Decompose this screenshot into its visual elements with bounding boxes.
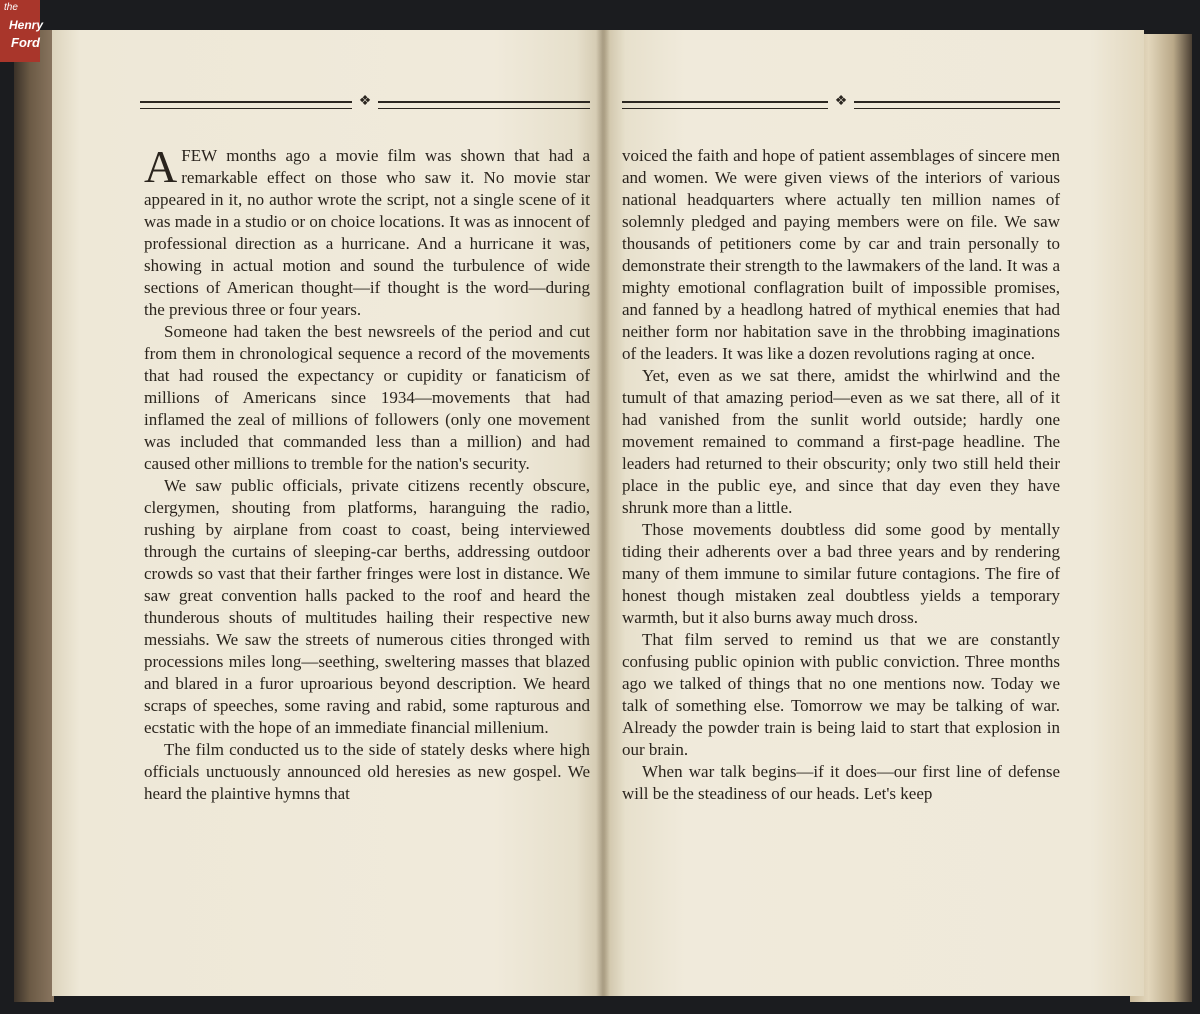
paragraph: Yet, even as we sat there, amidst the whirlwind and the tumult of that amazing period—even as we sat there, all of it had vanished from the sunlit world outside; hardly one movement remained to command a first-page headline. The leaders had returned to their obscurity; only two still held their place in the public eye, and since that day even they have shrunk more than a little. <box>622 366 1060 517</box>
ornament-rule-left <box>622 101 828 109</box>
opening-small-caps: FEW <box>181 146 218 165</box>
paragraph: Someone had taken the best newsreels of the period and cut from them in chronological sequence a record of the movements that had roused the expectancy or cupidity or fanaticism of millions of Americans since 1934—movements that had inflamed the zeal of millions of followers (only one movement was included that commanded less than a million) and had caused other millions to tremble for the nation's security. <box>144 322 590 473</box>
logo-line-ford: Ford <box>11 35 40 50</box>
right-header-ornament <box>622 94 1060 110</box>
logo-line-the: the <box>4 2 18 13</box>
fleuron-icon: ❖ <box>358 94 372 109</box>
paragraph <box>144 141 590 321</box>
right-page-text <box>622 145 1060 805</box>
paragraph: The film conducted us to the side of stately desks where high officials unctuously announced old heresies as new gospel. We heard the plaintive hymns that <box>144 740 590 803</box>
paragraph: When war talk begins—if it does—our first line of defense will be the steadiness of our heads. Let's keep <box>622 762 1060 803</box>
paragraph: voiced the faith and hope of patient assemblages of sincere men and women. We were given views of the interiors of various national headquarters where actually ten million names of solemnly pledged and paying members were on file. We saw thousands of petitioners come by car and train personally to demonstrate their strength to the lawmakers of the land. It was a mighty emotional conflagration built of impossible promises, and fanned by a headlong hatred of mythical enemies that had neither form nor habitation save in the throbbing imaginations of the leaders. It was like a dozen revolutions raging at once. <box>622 146 1060 363</box>
henry-ford-logo <box>0 0 44 62</box>
fleuron-icon: ❖ <box>834 94 848 109</box>
paragraph: That film served to remind us that we are constantly confusing public opinion with public conviction. Three months ago we talked of things that no one mentions now. Today we talk of something else. Tomorrow we may be talking of war. Already the powder train is being laid to start that explosion in our brain. <box>622 630 1060 759</box>
paragraph-text: months ago a movie film was shown that had a remarkable effect on those who saw it. No movie star appeared in it, no author wrote the script, not a single scene of it was made in a studio or on choice locations. It was as innocent of professional direction as a hurricane. And a hurricane it was, showing in actual motion and sound the turbulence of wide sections of American thought—if thought is the word—during the previous three or four years. <box>144 146 590 319</box>
logo-line-henry: Henry <box>9 18 44 32</box>
book-gutter <box>596 30 610 996</box>
drop-cap: A <box>144 141 178 192</box>
left-header-ornament <box>140 94 590 110</box>
ornament-rule-right <box>378 101 590 109</box>
paragraph: Those movements doubtless did some good by mentally tiding their adherents over a bad three years and by rendering many of them immune to similar future contagions. The fire of honest though mistaken zeal doubtless yields a temporary warmth, but it also burns away much dross. <box>622 520 1060 627</box>
paragraph: We saw public officials, private citizens recently obscure, clergymen, shouting from platforms, haranguing the radio, rushing by airplane from coast to coast, being interviewed through the curtains of sleeping-car berths, addressing outdoor crowds so vast that their farther fringes were lost in distance. We saw great convention halls packed to the roof and heard the thunderous shouts of multitudes hailing their respective new messiahs. We saw the streets of numerous cities thronged with processions miles long—seething, sweltering masses that blazed and blared in a furor uproarious beyond description. We heard scraps of speeches, some raving and rabid, some rapturous and ecstatic with the hope of an immediate financial millenium. <box>144 476 590 737</box>
ornament-rule-right <box>854 101 1060 109</box>
book-cover-left-edge <box>14 30 54 1002</box>
left-page-text <box>144 141 590 805</box>
ornament-rule-left <box>140 101 352 109</box>
